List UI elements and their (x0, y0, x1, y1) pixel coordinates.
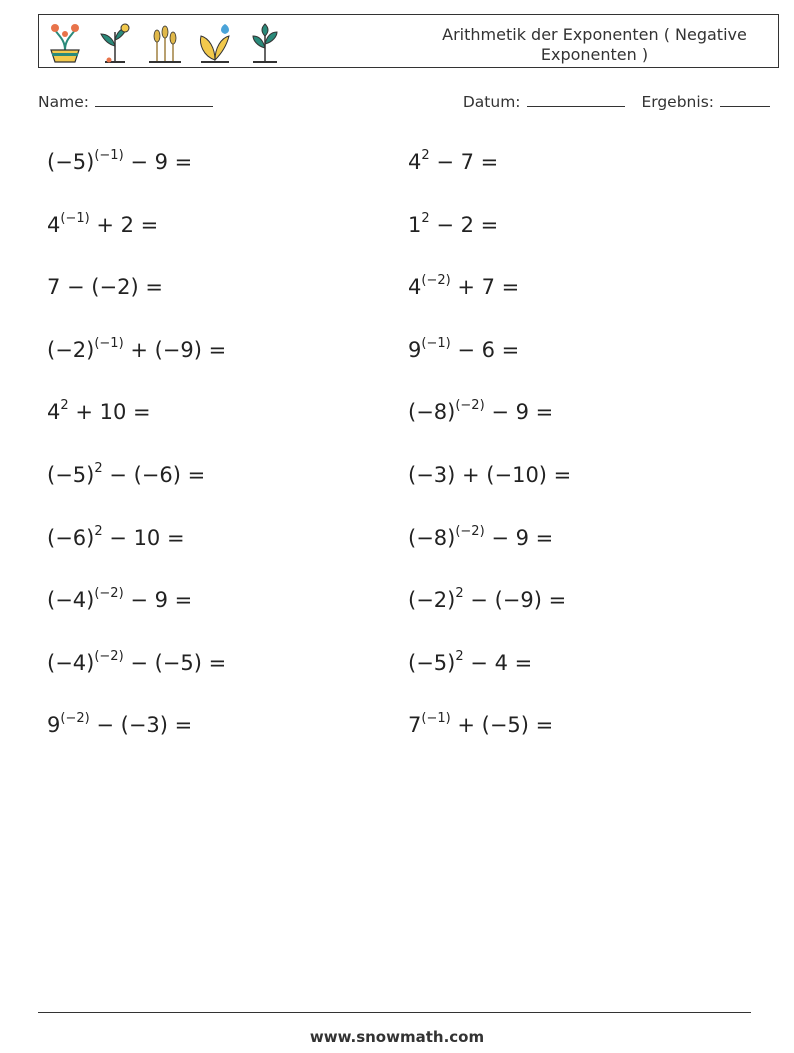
problem-1-left (47, 150, 192, 174)
problem-base: 4 (47, 400, 61, 425)
problem-exponent: (−1) (421, 335, 451, 351)
header-illustrations (45, 20, 285, 64)
wheat-icon (145, 20, 185, 64)
problem-rest: + 7 = (450, 275, 520, 300)
flower-pot-icon (45, 20, 85, 64)
sprout-icon (95, 20, 135, 64)
problem-rest: − (−6) = (102, 463, 206, 487)
problem-rest: − (−9) = (463, 588, 567, 613)
footer-url: www.snowmath.com (309, 1028, 485, 1046)
problem-base: 1 (408, 212, 422, 237)
problem-base: 4 (408, 150, 422, 174)
problem-rest: − 6 = (450, 337, 520, 362)
problem-exponent: 2 (421, 148, 430, 163)
date-result-fields (463, 92, 770, 111)
problem-10-right (408, 713, 553, 737)
problem-base: (−2) (47, 337, 95, 362)
problem-rest: − (−3) = (89, 713, 193, 738)
problem-10-left (47, 713, 192, 737)
problem-exponent: 2 (94, 461, 103, 476)
problem-base: (−5) (47, 463, 95, 487)
problem-exponent: (−2) (94, 586, 124, 602)
problem-exponent: 2 (60, 398, 69, 414)
problem-exponent: (−1) (421, 711, 451, 727)
result-blank[interactable] (720, 92, 770, 107)
problem-rest: + 10 = (68, 400, 151, 425)
problem-rest: − 9 = (123, 150, 193, 174)
problem-exponent: (−1) (94, 335, 124, 351)
problem-base: 7 − (−2) = (47, 275, 163, 300)
problem-2-right (408, 210, 499, 237)
problem-exponent: (−1) (60, 210, 90, 226)
problem-1-right (408, 150, 498, 174)
problem-5-right (408, 400, 553, 424)
problem-exponent: (−2) (421, 273, 451, 289)
problem-base: (−6) (47, 525, 95, 550)
problem-base: (−2) (408, 588, 456, 613)
problem-8-right (408, 588, 566, 612)
problem-exponent: 2 (421, 210, 430, 226)
date-label: Datum: (462, 93, 521, 111)
name-label: Name: (38, 93, 89, 111)
leaf-icon (195, 20, 235, 64)
problem-rest: − 7 = (429, 150, 499, 174)
problem-base: (−4) (47, 588, 95, 613)
result-label: Ergebnis: (641, 93, 714, 111)
problem-9-right (408, 648, 533, 675)
seedling-icon (245, 20, 285, 64)
problem-exponent: (−1) (94, 148, 124, 163)
problem-base: (−8) (408, 525, 456, 550)
date-blank[interactable] (527, 92, 625, 107)
problem-base: 7 (408, 713, 422, 738)
problem-exponent: (−2) (60, 711, 90, 727)
problem-rest: − 4 = (463, 650, 533, 675)
problem-base: (−5) (408, 650, 456, 675)
problem-3-left (47, 275, 163, 299)
problem-3-right (408, 275, 519, 299)
footer-divider (38, 1012, 751, 1013)
worksheet-header (38, 14, 779, 68)
problem-rest: − 10 = (102, 525, 185, 550)
problem-base: 4 (47, 212, 61, 237)
problem-base: (−3) + (−10) = (408, 463, 572, 487)
problem-rest: − 9 = (123, 588, 193, 613)
problem-4-right (408, 335, 520, 362)
problem-rest: − 2 = (429, 212, 499, 237)
problem-6-left (47, 463, 205, 487)
problem-7-right (408, 523, 554, 550)
worksheet-title: Arithmetik der Exponenten ( Negative Exponenten ) (442, 25, 747, 64)
problem-exponent: (−2) (455, 398, 485, 414)
problem-exponent: 2 (455, 648, 464, 664)
problem-rest: − 9 = (484, 400, 554, 425)
problem-base: 9 (408, 337, 422, 362)
problem-base: (−8) (408, 400, 456, 425)
problem-6-right (408, 463, 571, 487)
problem-rest: + (−5) = (450, 713, 554, 738)
name-field (38, 92, 213, 111)
problem-base: 4 (408, 275, 422, 300)
problem-exponent: (−2) (455, 523, 485, 539)
problem-exponent: 2 (455, 586, 464, 602)
problem-rest: + (−9) = (123, 337, 227, 362)
name-blank[interactable] (95, 92, 213, 107)
problem-9-left (47, 648, 227, 675)
problem-7-left (47, 523, 185, 550)
problem-exponent: (−2) (94, 648, 124, 664)
problem-rest: + 2 = (89, 212, 159, 237)
problem-base: (−5) (47, 150, 95, 174)
problem-exponent: 2 (94, 523, 103, 539)
problem-4-left (47, 335, 227, 362)
problem-rest: − 9 = (484, 525, 554, 550)
problem-8-left (47, 588, 192, 612)
problem-5-left (47, 400, 151, 424)
problem-base: (−4) (47, 650, 95, 675)
problem-rest: − (−5) = (123, 650, 227, 675)
problem-2-left (47, 210, 159, 237)
problem-base: 9 (47, 713, 61, 738)
